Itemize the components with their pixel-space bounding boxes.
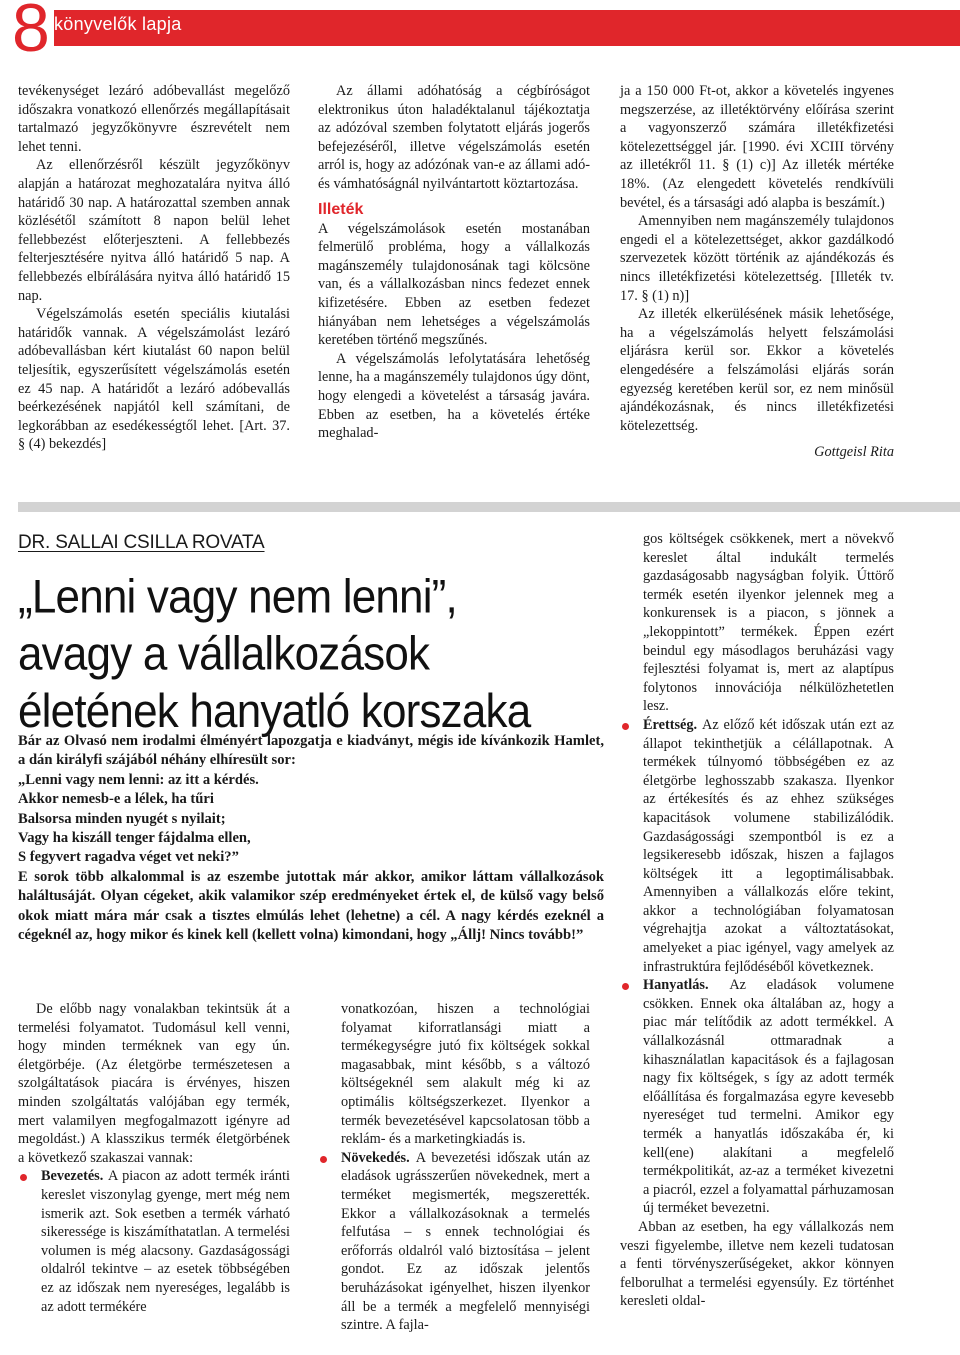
author-signature: Gottgeisl Rita: [814, 444, 894, 461]
section-divider: [18, 502, 960, 512]
list-item-text: Az eladások volumene csökken. Ennek oka általában az, hogy a piac már telítődik az adott termékkel. A vállalkozásnál ottmaradnak a kihasználatlan kapacitások és a fajlagosan nagy fix költségek, s így az adott termék előállítása és forgalmazása egyre kevesebb nyereséget tud termelni. Amikor egy termék a hanyatlás időszakába ér, ki kell(ene) alakítani a megfelelő termékpolitikát, az-az a terméket kivezetni a piacról, ezzel a folyamattal párhuzamosan új terméket bevezetni.: [643, 977, 894, 1217]
list-item-continuation: [318, 1000, 590, 1149]
bullet-icon: [20, 1174, 27, 1181]
list-item-text: A bevezetési időszak után az eladások ugrásszerűen növekednek, mert a terméket megismerték, megszerették. Ekkor a vállalkozásoknak a termelés felfutása – s ennek technológiai és erőforrás oldalról való biztosítása – jelent gondot. Ez az időszak jelentős beruházásokat igényelhet, hiszen ilyenkor áll be a termék a megfelelő mennyiségi szintre. A fajla-: [341, 1149, 590, 1334]
paragraph: De előbb nagy vonalakban tekintsük át a termelési folyamatot. Tudomásul kell venni, hogy minden terméknek van egy ún. életgörbéje. (Az életgörbe természetesen a szolgáltatások piacára is érvényes, hiszen minden szolgáltatás valójában egy termék, mert valamilyen megfogalmazott igényre ad megoldást.) A klasszikus termék életgörbének a következő szakaszai vannak:: [18, 1001, 290, 1166]
quote-line: Vagy ha kiszáll tenger fájdalma ellen,: [18, 830, 251, 847]
lead-outro: E sorok több alkalommal is az eszembe jutottak már akkor, amikor láttam vállalkozások haláltusáját. Olyan cégeket, akik valamikor szép eredményeket értek el, de külső vagy belső okok miatt mára már csak a tisztes elmúlás lehet (lehetne) a cél. A nagy kérdés ezeknél a cégeknél az, hogy mikor és kinek kell (kellett volna) kimondani, hogy „Állj! Nincs tovább!”: [18, 868, 604, 944]
top-column-3: [620, 82, 894, 462]
page-number-text: 8: [12, 0, 50, 66]
list-item-term: Hanyatlás.: [643, 977, 730, 994]
paragraph: tevékenységet lezáró adóbevallást megelőző időszakra vonatkozó ellenőrzés megállapításait tartalmazó jegyzőkönyvre észrevételt nem lehet tenni.: [18, 83, 290, 155]
quote-line: „Lenni vagy nem lenni: az itt a kérdés.: [18, 771, 259, 788]
top-column-1: [18, 82, 290, 454]
paragraph: gos költségek csökkenek, mert a növekvő kereslet által indukált termelés gazdaságosabb nagyságban folyik. Úttörő termék esetén ilyenkor jelennek meg a konkurensek is a piacon, s jönnek a „lekoppintott” termékek. Éppen ezért beindul egy másodlagos beruházási vagy fejlesztési folyamat is, mert az alaptípus folytonos innovációja nélkülözhetetlen lesz.: [643, 531, 894, 715]
hamlet-quote: [18, 771, 604, 868]
lifecycle-list: [18, 1167, 290, 1316]
list-item-bevezetes: [18, 1167, 290, 1316]
list-item-text: Az előző két időszak után ezt az állapot tekinthetjük a célállapotnak. A termékek túlnyomó többségében ez az életgörbe leghosszabb szakasza. Ilyenkor az értékesítés és az ehhez szükséges kapacitások volumene stabilizálódik. Gazdaságossági szempontból is ez a legsikeresebb időszak, hiszen a fajlagos költségek itt a legoptimálisabbak. Amennyiben a vállalkozás előre tekint, akkor a technológiában folyamatosan végrehajtja azokat a változtatásokat, amelyeket a piac igényel, vagy amelyek az infrastruktúra fejlődéséből következnek.: [643, 716, 894, 975]
paragraph: ja a 150 000 Ft-ot, akkor a követelés ingyenes megszerzése, az illetéktörvény előírása szerint a vagyonszerző számára illetékfizetési kötelezettséggel jár. [1990. évi XCIII törvény az illetékről 11. § (1) c)] Az illeték mértéke 18%. (Az elengedett követelés rendkívüli bevétel, és a társasági adó alapba is beszámít.): [620, 83, 894, 211]
paragraph: Végelszámolás esetén speciális kiutalási határidők vannak. A végelszámolást lezáró adóbevallásban kért kiutalást 60 napon belül teljesítik, egyszerűsített végelszámolás esetén ez 45 nap. A határidőt a lezáró adóbevallás beérkezésének napjától kell számítani, de legkorábban az esedékességtől lehet. [Art. 37. § (4) bekezdés]: [18, 306, 290, 453]
quote-line: S fegyvert ragadva véget vet neki?”: [18, 849, 239, 866]
column-label: DR. SALLAI CSILLA ROVATA: [18, 532, 265, 553]
bullet-icon: [320, 1156, 327, 1163]
paragraph: Az állami adóhatóság a cégbíróságot elektronikus úton haladéktalanul tájékoztatja az adózóval szemben folytatott eljárás jogerős befejezéséről, illetve végelszámolás esetén arról is, hogy az adózónak van-e az állami adó- és vámhatóságnál nyilvántartott köztartozása.: [318, 83, 590, 192]
headline-line: életének hanyatló korszaka: [18, 684, 531, 738]
list-item-novekedes: [318, 1149, 590, 1335]
bullet-icon: [622, 983, 629, 990]
article-column-3: [620, 530, 894, 1311]
list-item-term: Növekedés.: [341, 1149, 416, 1166]
list-item-term: Érettség.: [643, 716, 702, 733]
headline-line: avagy a vállalkozások: [18, 627, 430, 681]
lead-intro: Bár az Olvasó nem irodalmi élményért lapozgatja e kiadványt, mégis ide kívánkozik Hamlet, a dán királyfi szájából néhány elhíresült sor:: [18, 733, 604, 769]
paragraph: A végelszámolás lefolytatására lehetőség lenne, ha a magánszemély tulajdonos úgy dönt, hogy elengedi a követelést a társaság javára. Ebben az esetben, ha a követelés értéke meghalad-: [318, 350, 590, 442]
lifecycle-list: [318, 1000, 590, 1335]
bullet-icon: [622, 723, 629, 730]
quote-line: Balsorsa minden nyugét s nyilait;: [18, 810, 226, 827]
quote-line: Akkor nemesb-e a lélek, ha tűri: [18, 791, 214, 808]
list-item-continuation: [620, 530, 894, 716]
paragraph: Az illeték elkerülésének másik lehetősége, ha a végelszámolás helyett felszámolási eljárásra kerül sor. Ekkor a követelés elengedésére a felszámolási eljárás során egyezség keretében kerül sor, ez nem minősül ajándékozásnak, és nincs illetékfizetési kötelezettség.: [620, 306, 894, 434]
list-item-text: A piacon az adott termék iránti kereslet viszonylag gyenge, mert még nem ismerik azt. Sok esetben a termék várható sikeressége is kiszámíthatatlan. A termelési volumen is még alacsony. Gazdaságossági oldalról tekintve – az esetek többségében ez az időszak nem nyereséges, legalább is az adott termékére: [41, 1168, 290, 1315]
section-heading-illetek: Illeték: [318, 200, 364, 218]
list-item-erettseg: [620, 716, 894, 976]
article-column-1: [18, 1000, 290, 1316]
page-number: [10, 0, 50, 66]
list-item-term: Bevezetés.: [41, 1168, 108, 1185]
article-lead: [18, 732, 604, 945]
article-headline: [18, 568, 608, 740]
paragraph: vonatkozóan, hiszen a technológiai folyamat kiforratlansági miatt a termékegységre jutó fix költségek sokkal magasabbak, mint később, s a változó költségeknél sem alakult még ki az optimális költségszerkezet. Ilyenkor a termék bevezetésével kapcsolatosan több a reklám- és a marketingkiadás is.: [341, 1001, 590, 1148]
paragraph: A végelszámolások esetén mostanában felmerülő probléma, hogy a vállalkozás magánszemély tulajdonosának tagi kölcsöne van, és a vállalkozásban nincs fedezet ennek kifizetésére. Ebben az esetben fedezet hiányában nem lehetséges a végelszámolás keretében történő megszűnés.: [318, 220, 590, 349]
paragraph: Abban az esetben, ha egy vállalkozás nem veszi figyelembe, illetve nem kezeli tudatosan a fenti törvényszerűségeket, akkor könnyen felborulhat a termelési egyensúly. Ez történhet keresleti oldal-: [620, 1218, 894, 1310]
top-column-2: [318, 82, 590, 443]
paragraph: Az ellenőrzésről készült jegyzőkönyv alapján a határozat meghozatalára nyitva álló határidő 30 nap. A határozattal szemben annak közlésétől számított 8 napon belül lehet fellebbezést előterjeszteni. A fellebbezés felterjesztésére nyitva álló határidő 5 nap. A fellebbezés elbírálására nyitva álló határidő 15 nap.: [18, 157, 290, 304]
headline-line: „Lenni vagy nem lenni”,: [18, 570, 457, 624]
publication-title: könyvelők lapja: [54, 14, 182, 34]
paragraph: Amennyiben nem magánszemély tulajdonos engedi el a kötelezettséget, akkor gazdálkodó szervezetek között történik az ajándékozás és nincs illetékfizetési kötelezettség. [Illeték tv. 17. § (1) n)]: [620, 213, 894, 304]
lifecycle-list: [620, 530, 894, 1218]
list-item-hanyatlas: [620, 976, 894, 1218]
article-column-2: [318, 1000, 590, 1335]
